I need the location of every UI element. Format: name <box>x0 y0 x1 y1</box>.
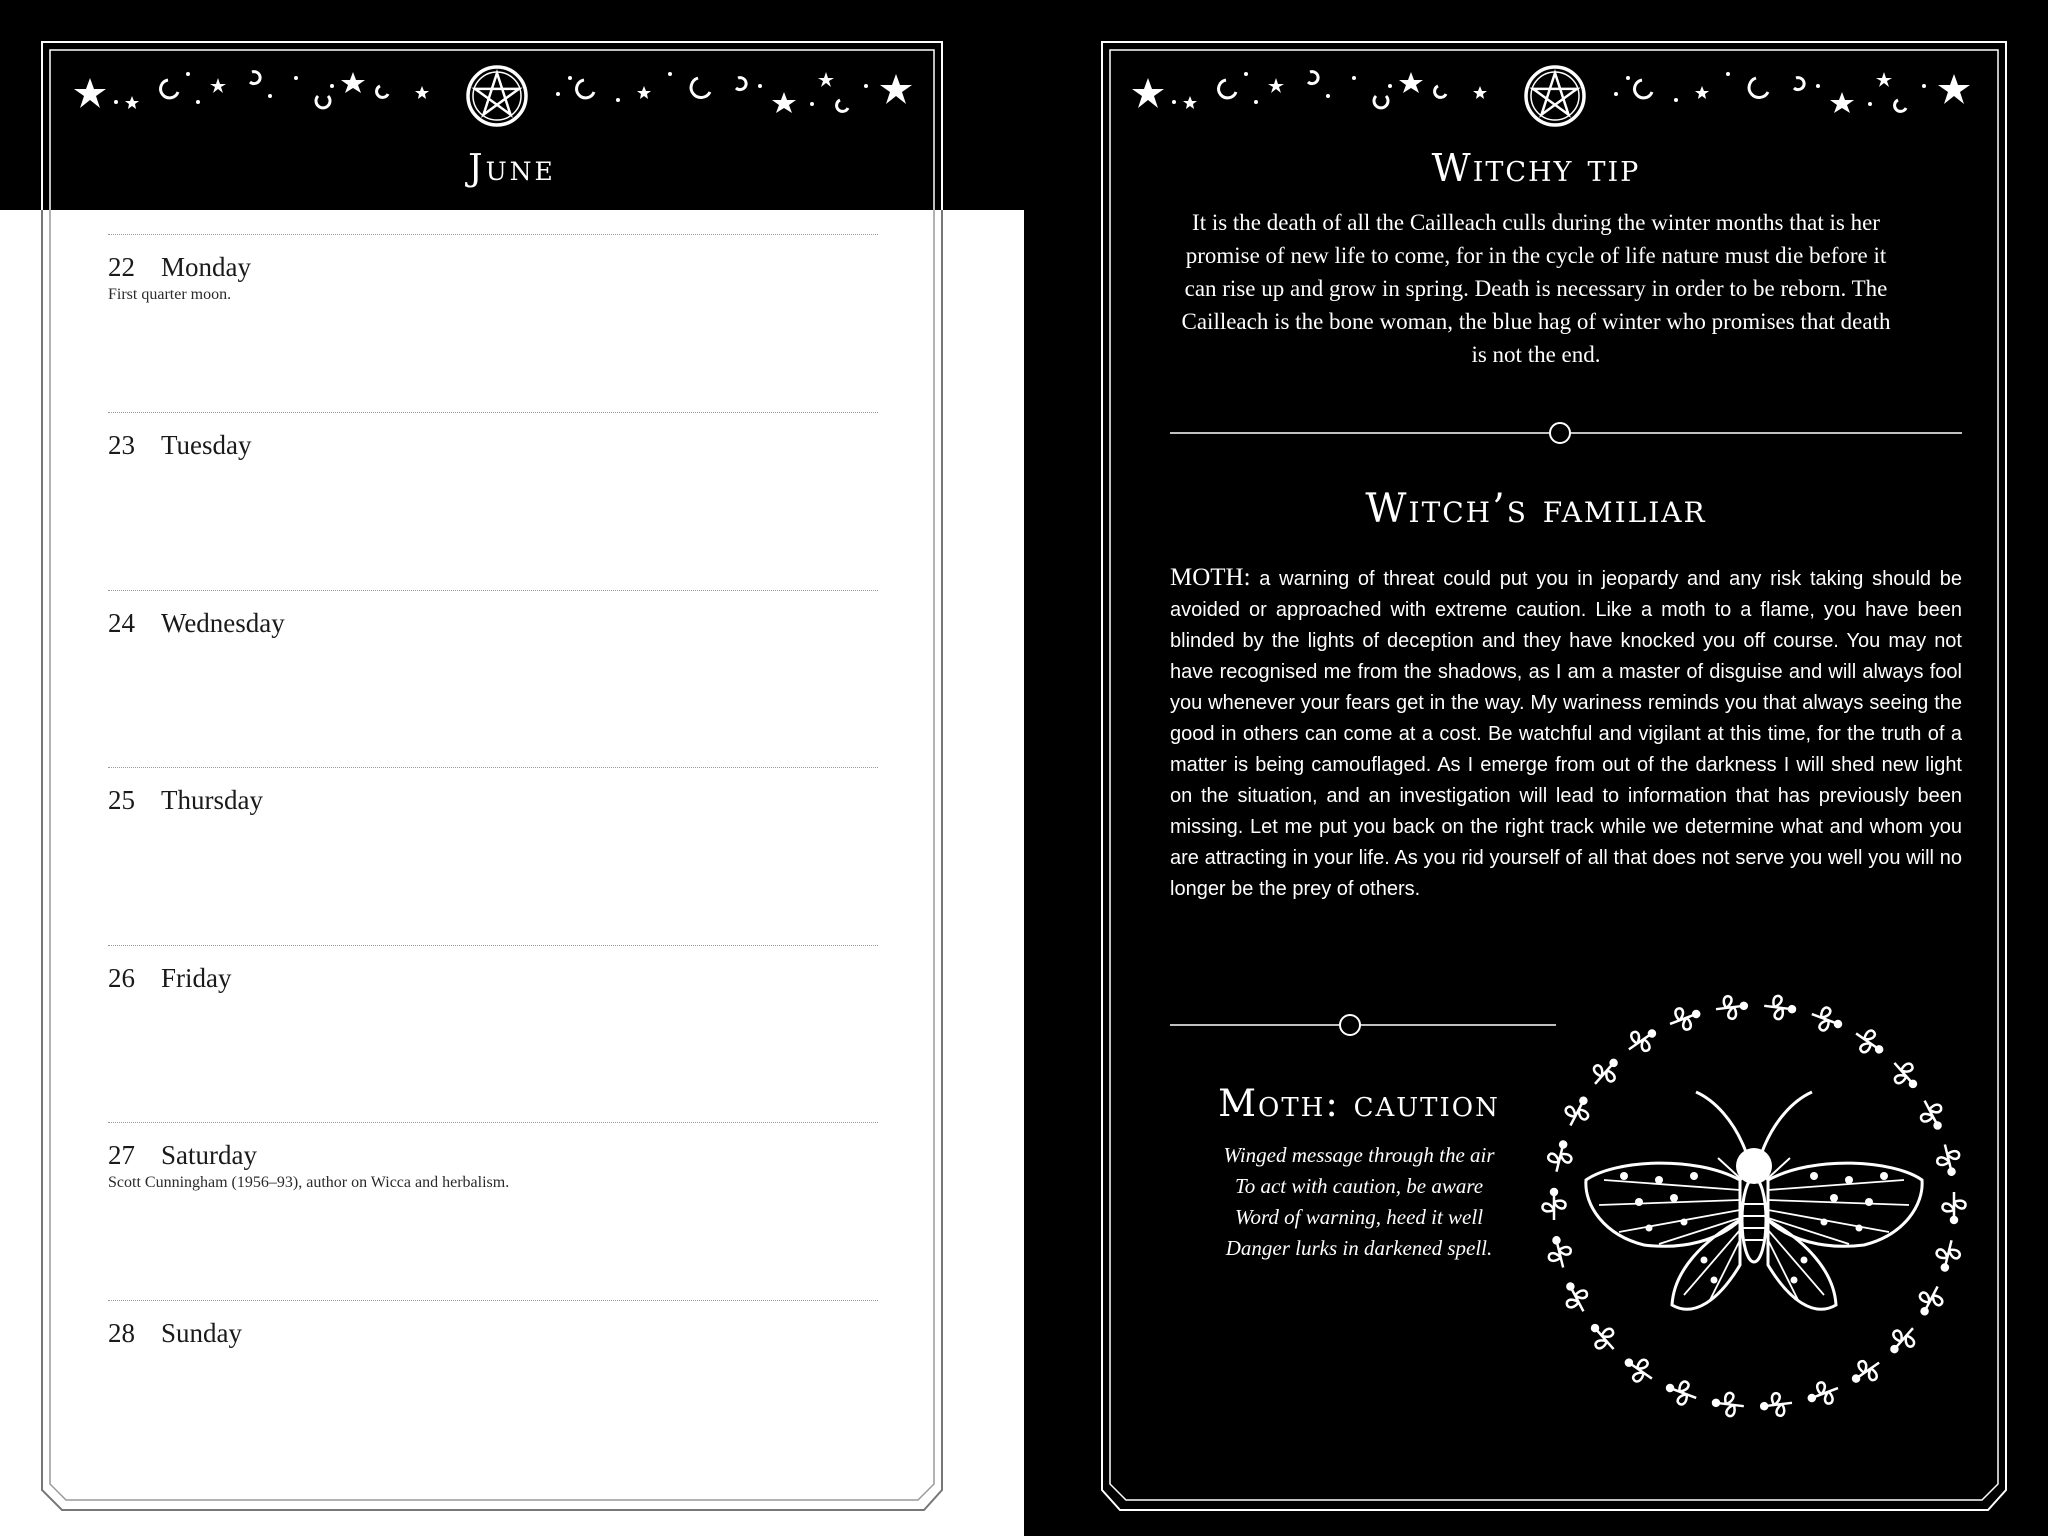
leaf-sprig <box>1666 1002 1703 1035</box>
leaf-sprig <box>1545 1235 1575 1271</box>
leaf-sprig <box>1663 1376 1700 1409</box>
day-heading: 24 Wednesday <box>108 608 285 638</box>
dotted-rule <box>108 1122 878 1123</box>
leaf-sprig <box>1715 994 1749 1021</box>
dotted-rule <box>108 590 878 591</box>
leaf-sprig <box>1847 1353 1886 1390</box>
leaf-sprig <box>1542 1189 1565 1220</box>
witchs-familiar-text: MOTH: a warning of threat could put you in jeopardy and any risk taking should be avoided or approached with extreme caution. Like a moth to a flame, you have been blinded by the lights of deception and they have knocked you off course. You may not have recognised me from the shadows, as I am a master of disguise and will always fool you whenever your fears get in the way. My wariness reminds you that always seeing the good in others can come at a cost. Be watchful and vigilant at this time, for the truth of a matter is being camouflaged. As I emerge from out of the darkness I will shed new light on the situation, and an investigation will lead to information that has previously been missing. Let me put you back on the right track while we determine what and whom you are attracting in your life. As you rid yourself of all that does not serve you well you will no longer be the prey of others. <box>1170 564 1962 900</box>
poem-line: To act with caution, be aware <box>1234 1174 1484 1198</box>
poem-line: Danger lurks in darkened spell. <box>1225 1236 1493 1260</box>
moth-poem <box>1174 1140 1544 1264</box>
moth-illustration <box>1524 984 1984 1424</box>
witchy-tip-title: Witchy tip <box>1431 146 1641 190</box>
day-heading: 25 Thursday <box>108 785 263 815</box>
day-note: Scott Cunningham (1956–93), author on Wicca and herbalism. <box>108 1174 510 1191</box>
dotted-rule <box>108 412 878 413</box>
day-note: First quarter moon. <box>108 286 232 303</box>
leaf-sprig <box>1934 1142 1964 1178</box>
leaf-sprig <box>1545 1139 1575 1175</box>
witchs-familiar-title: Witch’s familiar <box>1365 486 1707 532</box>
ornament-divider-short <box>1170 1012 1556 1038</box>
right-page-lore <box>1024 0 2048 1536</box>
celestial-border-left <box>70 56 920 130</box>
leaf-sprig <box>1620 1351 1659 1388</box>
celestial-border-right <box>1128 56 1978 130</box>
leaf-sprig <box>1913 1281 1948 1319</box>
leaf-sprig <box>1763 994 1797 1021</box>
moth-caution-title: Moth: caution <box>1218 1082 1500 1125</box>
leaf-sprig <box>1760 1391 1794 1418</box>
poem-line: Winged message through the air <box>1223 1143 1495 1167</box>
ornament-divider <box>1170 420 1962 446</box>
day-heading: 23 Tuesday <box>108 430 252 460</box>
leaf-sprig <box>1808 1003 1845 1036</box>
witchy-tip-text: It is the death of all the Cailleach culls during the winter months that is her promise of new life to come, for in the cycle of life nature must die before it can rise up and grow in spring. Death is necessary in order to be reborn. The Cailleach is the bone woman, the blue hag of winter who promises that death is not the end. <box>1181 210 1891 367</box>
leaf-sprig <box>1884 1320 1922 1359</box>
leaf-sprig <box>1886 1055 1924 1094</box>
leaf-sprig <box>1584 1318 1622 1357</box>
pentacle-icon <box>468 67 526 125</box>
leaf-sprig <box>1933 1238 1963 1274</box>
leaf-sprig <box>1942 1192 1965 1223</box>
leaf-wreath <box>1542 994 1965 1418</box>
leaf-sprig <box>1559 1278 1594 1316</box>
day-heading: 26 Friday <box>108 963 232 993</box>
leaf-sprig <box>1805 1377 1842 1410</box>
leaf-sprig <box>1622 1022 1661 1059</box>
dotted-rule <box>108 234 878 235</box>
day-heading: 22 Monday <box>108 252 251 282</box>
dotted-rule <box>108 1300 878 1301</box>
pentacle-icon <box>1526 67 1584 125</box>
leaf-sprig <box>1586 1053 1624 1092</box>
leaf-sprig <box>1850 1024 1889 1061</box>
dotted-rule <box>108 945 878 946</box>
leaf-sprig <box>1712 1391 1746 1418</box>
day-heading: 27 Saturday <box>108 1140 257 1170</box>
poem-line: Word of warning, heed it well <box>1234 1205 1484 1229</box>
leaf-sprig <box>1560 1093 1595 1131</box>
leaf-sprig <box>1914 1095 1949 1133</box>
day-heading: 28 Sunday <box>108 1318 242 1348</box>
month-title: June <box>468 148 556 189</box>
dotted-rule <box>108 767 878 768</box>
moth-icon <box>1586 1092 1922 1309</box>
